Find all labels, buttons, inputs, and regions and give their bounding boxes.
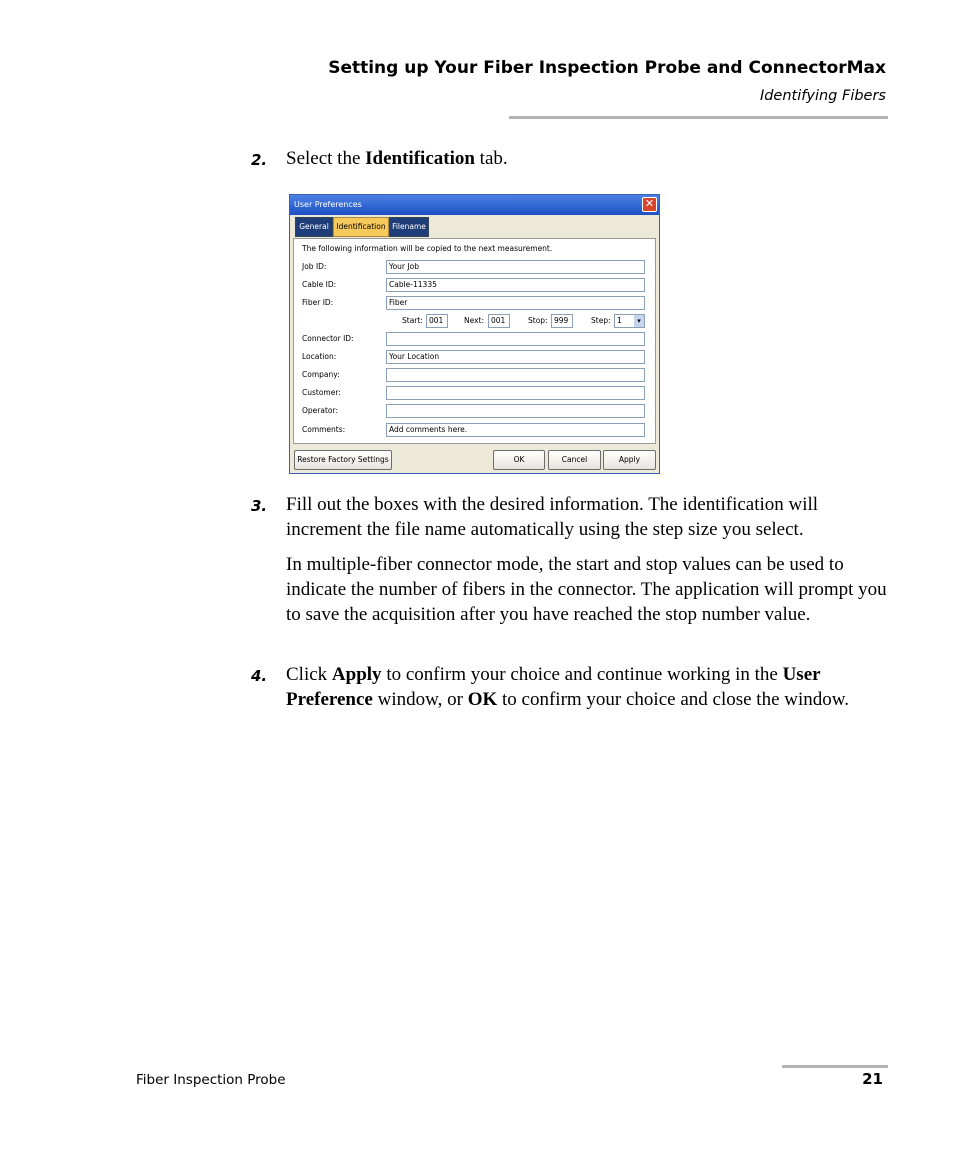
step-label: Step: xyxy=(591,316,611,325)
footer-rule xyxy=(782,1065,888,1068)
cancel-button[interactable]: Cancel xyxy=(548,450,601,470)
dialog-title-bar xyxy=(290,195,659,215)
step-number: 3. xyxy=(251,497,268,515)
company-label: Company: xyxy=(302,370,340,379)
step-text: Fill out the boxes with the desired information. The identification will increment the file name automatically using the step size you select. xyxy=(286,494,819,540)
fiber-id-field[interactable]: Fiber xyxy=(386,296,645,310)
step-select[interactable] xyxy=(614,314,645,328)
running-header-title: Setting up Your Fiber Inspection Probe and ConnectorMax xyxy=(328,58,886,78)
cable-id-label: Cable ID: xyxy=(302,280,337,289)
next-field[interactable]: 001 xyxy=(488,314,510,328)
identification-panel xyxy=(293,238,656,444)
location-label: Location: xyxy=(302,352,337,361)
stop-field[interactable]: 999 xyxy=(551,314,573,328)
job-id-field[interactable]: Your Job xyxy=(386,260,645,274)
tab-filename[interactable]: Filename xyxy=(389,217,429,237)
company-field[interactable] xyxy=(386,368,645,382)
tab-general[interactable]: General xyxy=(295,217,333,237)
comments-field[interactable]: Add comments here. xyxy=(386,423,645,437)
customer-field[interactable] xyxy=(386,386,645,400)
dialog-title: User Preferences xyxy=(294,200,362,209)
stop-label: Stop: xyxy=(528,316,548,325)
next-label: Next: xyxy=(464,316,484,325)
close-icon[interactable]: ✕ xyxy=(642,197,657,212)
page-number: 21 xyxy=(862,1070,883,1088)
step-text: Click Apply to confirm your choice and continue working in the User Preference window, or OK to confirm your choice and close the window. xyxy=(286,664,850,710)
user-preferences-dialog xyxy=(289,194,660,474)
customer-label: Customer: xyxy=(302,388,341,397)
chevron-down-icon[interactable]: ▾ xyxy=(634,315,644,327)
connector-id-field[interactable] xyxy=(386,332,645,346)
job-id-label: Job ID: xyxy=(302,262,327,271)
ok-button[interactable]: OK xyxy=(493,450,545,470)
location-field[interactable]: Your Location xyxy=(386,350,645,364)
operator-field[interactable] xyxy=(386,404,645,418)
fiber-id-label: Fiber ID: xyxy=(302,298,334,307)
start-label: Start: xyxy=(402,316,423,325)
connector-id-label: Connector ID: xyxy=(302,334,354,343)
cable-id-field[interactable]: Cable-11335 xyxy=(386,278,645,292)
footer-document-title: Fiber Inspection Probe xyxy=(136,1072,286,1088)
step-note: In multiple-fiber connector mode, the start and stop values can be used to indicate the number of fibers in the connector. The application will prompt you to save the acquisition after you have reached the stop number value. xyxy=(286,554,887,625)
header-rule xyxy=(509,116,888,119)
comments-label: Comments: xyxy=(302,425,346,434)
tab-identification[interactable]: Identification xyxy=(333,217,389,237)
info-text: The following information will be copied to the next measurement. xyxy=(302,244,553,253)
running-header-subtitle: Identifying Fibers xyxy=(759,88,886,104)
step-value: 1 xyxy=(617,316,622,325)
apply-button[interactable]: Apply xyxy=(603,450,656,470)
restore-factory-settings-button[interactable]: Restore Factory Settings xyxy=(294,450,392,470)
operator-label: Operator: xyxy=(302,406,338,415)
step-number: 2. xyxy=(251,151,268,169)
step-number: 4. xyxy=(251,667,268,685)
start-field[interactable]: 001 xyxy=(426,314,448,328)
step-text: Select the Identification tab. xyxy=(286,148,508,169)
